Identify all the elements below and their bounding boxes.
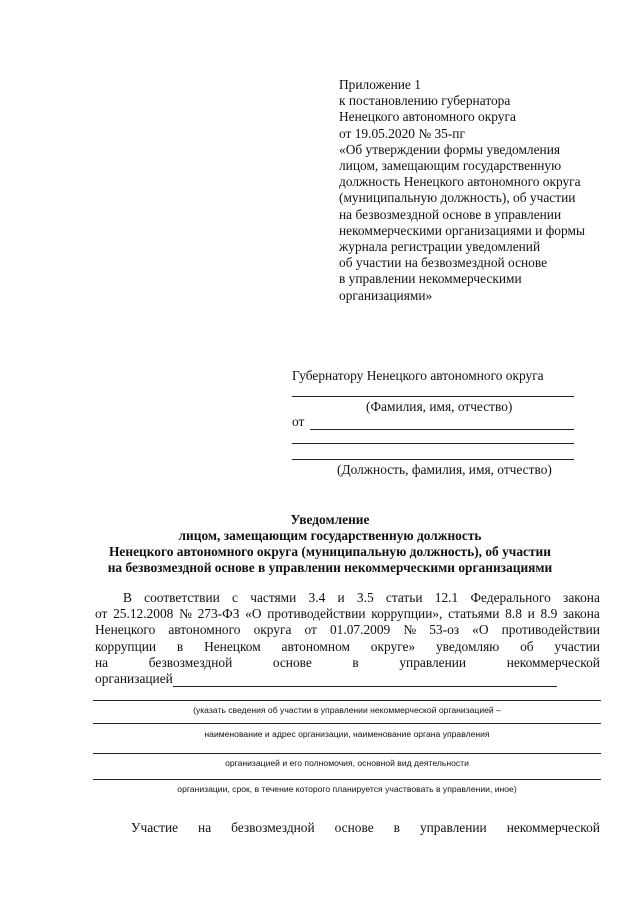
word: некоммерческой — [506, 654, 600, 670]
word: № — [179, 606, 192, 622]
position-blank-line-1[interactable] — [292, 443, 574, 444]
document-title — [60, 512, 600, 576]
word: автономного — [168, 622, 241, 638]
hint-caption: организации, срок, в течение которого планируется участвовать в управлении, иное) — [177, 784, 517, 794]
word: статьи — [385, 590, 423, 605]
word: 53-оз — [429, 622, 460, 638]
body-paragraph — [95, 590, 600, 687]
word: 8.9 — [540, 606, 558, 622]
appendix-line: от 19.05.2020 № 35-пг — [339, 125, 465, 141]
body-line — [95, 606, 600, 622]
word: округа — [253, 622, 292, 638]
word: закона — [563, 606, 600, 622]
appendix-line: (муниципальную должность), об участии — [339, 190, 576, 206]
body-last-line — [95, 671, 600, 687]
word: безвозмездной — [231, 820, 315, 835]
title-line: Уведомление — [290, 512, 370, 527]
hint-caption: организацией и его полномочия, основной вид деятельности — [225, 758, 469, 768]
word: основе — [272, 654, 312, 670]
position-caption: (Должность, фамилия, имя, отчество) — [337, 462, 552, 477]
word: управлении — [419, 820, 487, 835]
info-blank-line-1[interactable] — [93, 700, 601, 701]
word: № — [403, 622, 417, 638]
body-line — [95, 622, 600, 638]
title-line: на безвозмездной основе в управлении некоммерческими организациями — [107, 560, 553, 575]
word: 3.5 — [356, 590, 374, 605]
word: от — [304, 622, 317, 638]
word: автономном — [281, 638, 350, 654]
from-blank-line[interactable] — [310, 429, 574, 430]
appendix-line: об участии на безвозмездной основе — [339, 255, 548, 271]
body-line — [95, 639, 600, 655]
appendix-line: к постановлению губернатора — [339, 93, 511, 109]
closing-paragraph — [95, 820, 600, 836]
word: соответствии — [144, 590, 220, 605]
word: Участие — [131, 820, 179, 835]
appendix-line: организациями» — [339, 287, 433, 303]
info-blank-line-4[interactable] — [93, 779, 601, 780]
info-blank-line-3[interactable] — [93, 753, 601, 754]
word: противодействии — [501, 622, 600, 638]
word: на — [95, 654, 109, 670]
hint-caption: наименование и адрес организации, наименование органа управления — [204, 729, 490, 739]
appendix-line: на безвозмездной основе в управлении — [339, 206, 562, 222]
word: основе — [334, 820, 374, 835]
word: и — [527, 606, 535, 622]
word: с — [232, 590, 238, 605]
fio-blank-line[interactable] — [292, 396, 574, 397]
from-label: от — [292, 414, 305, 429]
title-line: лицом, замещающим государственную должность — [178, 528, 482, 543]
word: 273-ФЗ — [197, 606, 240, 622]
word: в — [352, 654, 359, 670]
closing-line — [95, 820, 600, 836]
word: уведомляю — [435, 638, 500, 654]
word: об — [520, 638, 534, 654]
organization-blank-line[interactable] — [173, 674, 557, 687]
word: частями — [250, 590, 297, 605]
position-blank-line-2[interactable] — [292, 459, 574, 460]
word: 01.07.2009 — [329, 622, 391, 638]
word: Федерального — [470, 590, 551, 605]
organization-label: организацией — [95, 671, 173, 687]
word: «О — [472, 622, 489, 638]
appendix-header — [339, 77, 614, 304]
appendix-line: Ненецкого автономного округа — [339, 109, 516, 125]
appendix-line: в управлении некоммерческими — [339, 271, 522, 287]
word: Ненецкого — [95, 622, 156, 638]
appendix-line: некоммерческими организациями и формы — [339, 222, 585, 238]
word: коррупции — [95, 638, 157, 654]
appendix-line: Приложение 1 — [339, 77, 421, 92]
fio-caption: (Фамилия, имя, отчество) — [366, 399, 513, 414]
word: некоммерческой — [506, 820, 600, 835]
word: 12.1 — [434, 590, 459, 605]
word: на — [198, 820, 212, 835]
info-blank-line-2[interactable] — [93, 723, 601, 724]
word: в — [176, 638, 184, 654]
word: В — [123, 590, 132, 605]
word: Ненецком — [204, 638, 261, 654]
word: статьями — [448, 606, 500, 622]
word: коррупции», — [371, 606, 443, 622]
word: «О — [245, 606, 262, 622]
word: и — [337, 590, 345, 605]
word: в — [393, 820, 400, 835]
word: закона — [563, 590, 600, 605]
word: 3.4 — [308, 590, 326, 605]
word: управлении — [399, 654, 467, 670]
appendix-line: должность Ненецкого автономного округа — [339, 174, 581, 190]
appendix-line: «Об утверждении формы уведомления — [339, 141, 561, 157]
word: от — [95, 606, 108, 622]
appendix-line: лицом, замещающим государственную — [339, 158, 562, 174]
body-line — [95, 655, 600, 671]
word: 8.8 — [505, 606, 522, 622]
word: участии — [554, 638, 600, 654]
body-line — [95, 590, 600, 606]
word: 25.12.2008 — [113, 606, 174, 622]
word: округе» — [370, 638, 416, 654]
hint-caption: (указать сведения об участии в управлении некоммерческой организацией – — [193, 705, 501, 715]
appendix-line: журнала регистрации уведомлений — [339, 239, 541, 255]
addressee-to: Губернатору Ненецкого автономного округа — [292, 368, 544, 383]
word: безвозмездной — [148, 654, 233, 670]
word: противодействии — [267, 606, 366, 622]
title-line: Ненецкого автономного округа (муниципальную должность), об участии — [109, 544, 551, 559]
